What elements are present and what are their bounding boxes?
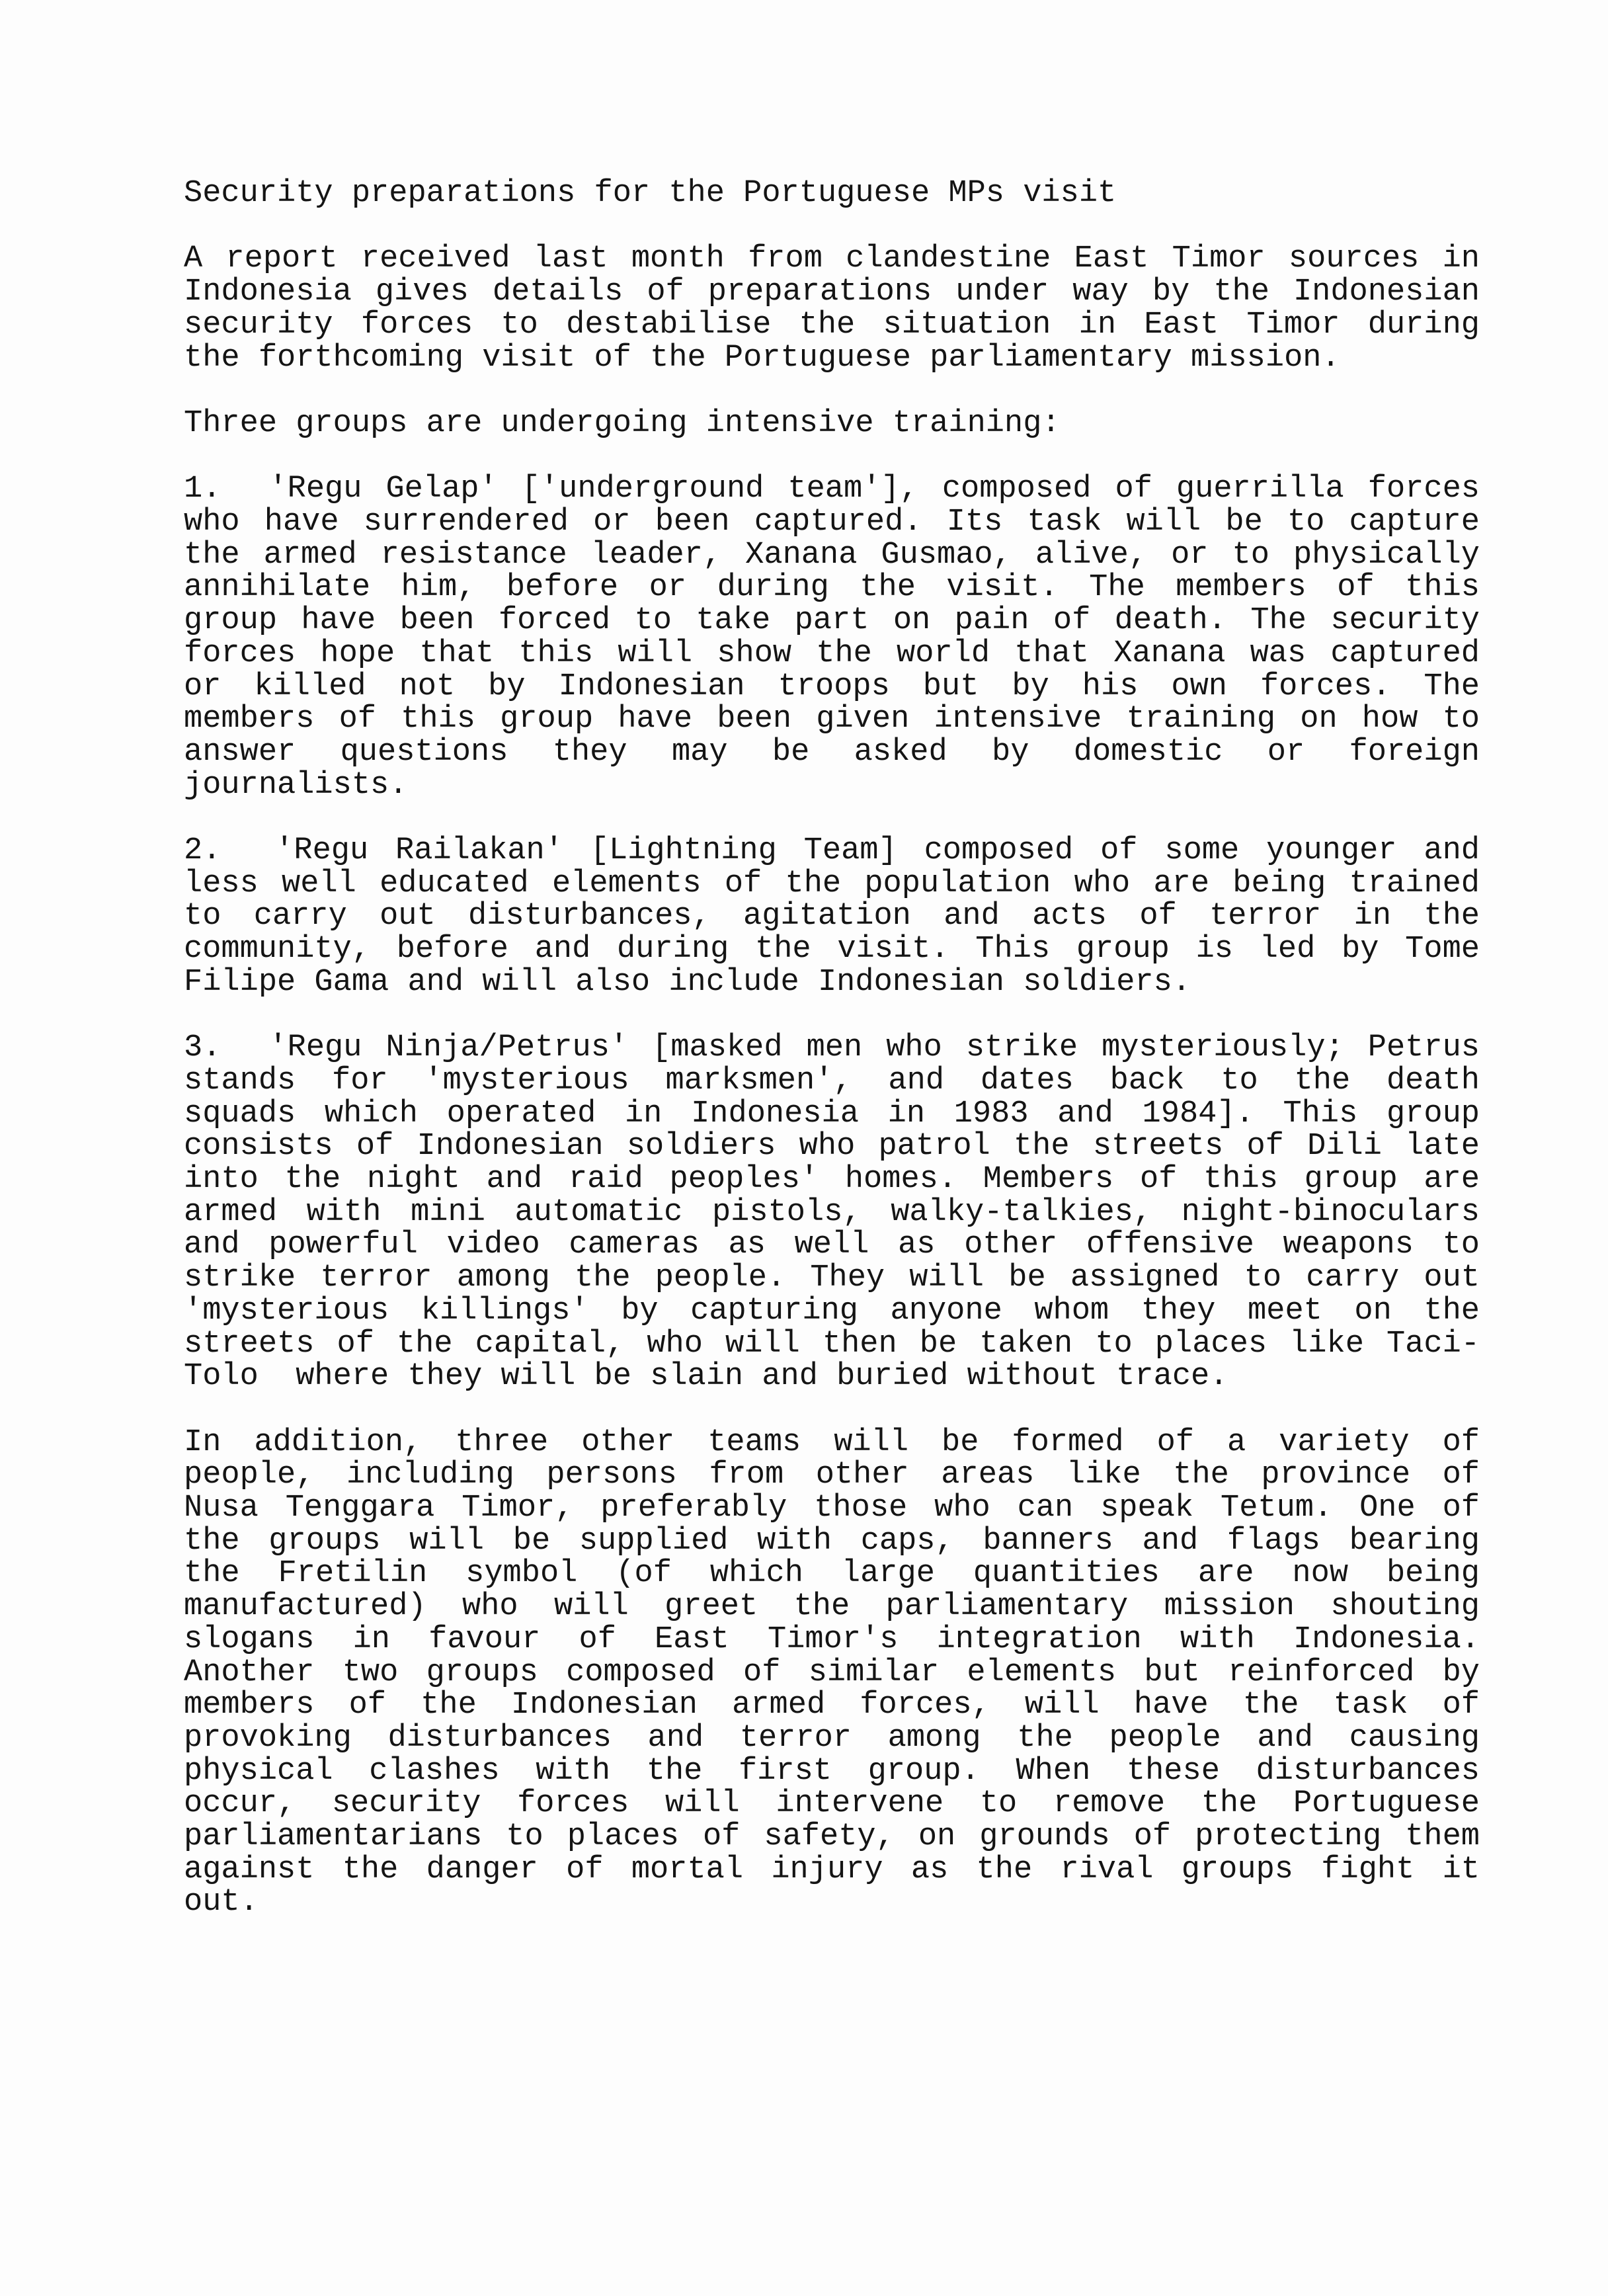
text-line: less well educated elements of the population who are being trained <box>184 866 1480 901</box>
text-line: consists of Indonesian soldiers who patrol the streets of Dili late <box>184 1129 1480 1165</box>
text-line: to carry out disturbances, agitation and acts of terror in the <box>184 899 1480 934</box>
text-line: annihilate him, before or during the visit. The members of this <box>184 570 1480 606</box>
text-line: into the night and raid peoples' homes. Members of this group are <box>184 1162 1480 1198</box>
text-line: parliamentarians to places of safety, on grounds of protecting them <box>184 1819 1480 1855</box>
text-line: people, including persons from other areas like the province of <box>184 1457 1480 1493</box>
text-line: Three groups are undergoing intensive training: <box>184 405 1061 441</box>
document-title: Security preparations for the Portuguese MPs visit <box>184 176 1117 211</box>
paragraph <box>184 1426 1480 1920</box>
text-line: and powerful video cameras as well as other offensive weapons to <box>184 1227 1480 1263</box>
text-line: Tolo where they will be slain and buried without trace. <box>184 1359 1228 1395</box>
text-line: strike terror among the people. They will be assigned to carry out <box>184 1260 1480 1296</box>
text-line: slogans in favour of East Timor's integration with Indonesia. <box>184 1621 1480 1657</box>
text-line: In addition, three other teams will be formed of a variety of <box>184 1424 1480 1460</box>
text-line: manufactured) who will greet the parliamentary mission shouting <box>184 1589 1480 1625</box>
paragraph <box>184 835 1480 999</box>
text-line: stands for 'mysterious marksmen', and dates back to the death <box>184 1063 1480 1098</box>
text-line: forces hope that this will show the world that Xanana was captured <box>184 636 1480 671</box>
text-line: Another two groups composed of similar elements but reinforced by <box>184 1655 1480 1690</box>
text-line: physical clashes with the first group. When these disturbances <box>184 1753 1480 1789</box>
text-line: Indonesia gives details of preparations under way by the Indonesian <box>184 274 1480 310</box>
text-line: 1. 'Regu Gelap' ['underground team'], composed of guerrilla forces <box>184 472 1480 507</box>
paragraphs-container <box>184 243 1480 1919</box>
text-line: Nusa Tenggara Timor, preferably those who can speak Tetum. One of <box>184 1491 1480 1526</box>
paragraph <box>184 1032 1480 1393</box>
text-line: provoking disturbances and terror among the people and causing <box>184 1720 1480 1756</box>
paragraph <box>184 407 1480 440</box>
text-line: 2. 'Regu Railakan' [Lightning Team] composed of some younger and <box>184 833 1480 868</box>
text-line: out. <box>184 1885 259 1920</box>
text-line: 'mysterious killings' by capturing anyone whom they meet on the <box>184 1293 1480 1329</box>
document-body <box>184 177 1480 1952</box>
text-line: who have surrendered or been captured. Its task will be to capture <box>184 504 1480 540</box>
paragraph <box>184 243 1480 374</box>
text-line: or killed not by Indonesian troops but by his own forces. The <box>184 669 1480 704</box>
text-line: the armed resistance leader, Xanana Gusmao, alive, or to physically <box>184 537 1480 573</box>
text-line: security forces to destabilise the situation in East Timor during <box>184 307 1480 343</box>
text-line: armed with mini automatic pistols, walky-talkies, night-binoculars <box>184 1194 1480 1230</box>
text-line: A report received last month from clandestine East Timor sources in <box>184 241 1480 277</box>
text-line: members of this group have been given intensive training on how to <box>184 702 1480 737</box>
text-line: community, before and during the visit. This group is led by Tome <box>184 932 1480 967</box>
text-line: the groups will be supplied with caps, banners and flags bearing <box>184 1523 1480 1559</box>
text-line: 3. 'Regu Ninja/Petrus' [masked men who strike mysteriously; Petrus <box>184 1030 1480 1066</box>
text-line: streets of the capital, who will then be taken to places like Taci- <box>184 1326 1480 1362</box>
text-line: Filipe Gama and will also include Indonesian soldiers. <box>184 964 1191 1000</box>
text-line: the Fretilin symbol (of which large quantities are now being <box>184 1556 1480 1592</box>
text-line: journalists. <box>184 767 408 803</box>
text-line: occur, security forces will intervene to remove the Portuguese <box>184 1786 1480 1822</box>
text-line: the forthcoming visit of the Portuguese parliamentary mission. <box>184 340 1340 376</box>
paragraph <box>184 473 1480 801</box>
text-line: group have been forced to take part on pain of death. The security <box>184 603 1480 639</box>
text-line: against the danger of mortal injury as the rival groups fight it <box>184 1852 1480 1887</box>
text-line: members of the Indonesian armed forces, will have the task of <box>184 1688 1480 1723</box>
text-line: squads which operated in Indonesia in 1983 and 1984]. This group <box>184 1096 1480 1131</box>
text-line: answer questions they may be asked by domestic or foreign <box>184 734 1480 770</box>
